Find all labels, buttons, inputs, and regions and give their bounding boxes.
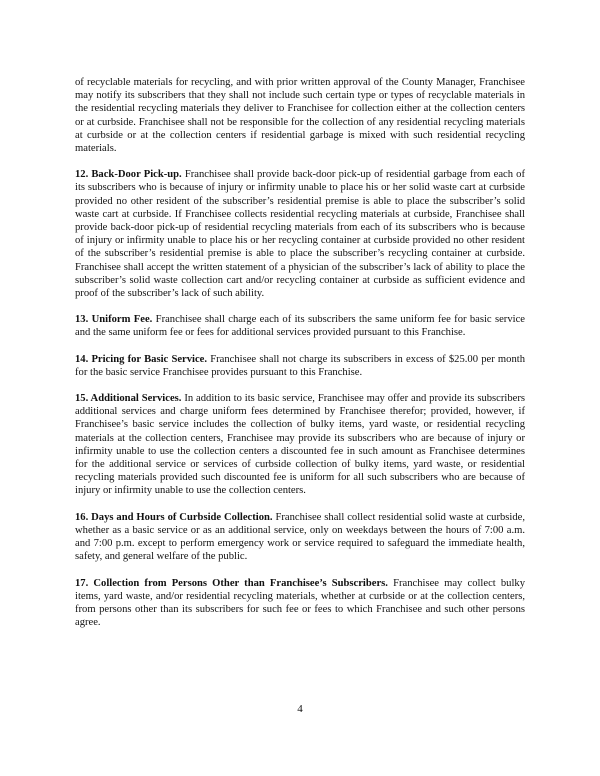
- section-12-back-door-pickup: [75, 168, 525, 300]
- section-heading: 15. Additional Services.: [75, 393, 182, 405]
- section-text: Franchisee shall collect residential solid waste at curbside, whether as a basic service or as an additional service, only on weekdays between the hours of 7:00 a.m. and 7:00 p.m. except to perform emergency work or service required to safeguard the immediate health, safety, and general welfare of the public.: [75, 511, 526, 563]
- section-text: Franchisee shall charge each of its subscribers the same uniform fee for basic service and the same uniform fee or fees for additional services provided pursuant to this Franchise.: [75, 314, 525, 339]
- section-13-uniform-fee: [75, 313, 525, 339]
- section-14-pricing: [75, 353, 525, 379]
- section-heading: 13. Uniform Fee.: [75, 314, 153, 326]
- paragraph-continued: [75, 76, 525, 155]
- section-heading: 14. Pricing for Basic Service.: [75, 353, 208, 365]
- paragraph-text: of recyclable materials for recycling, and with prior written approval of the County Manager, Franchisee may notify its subscribers that they shall not include such certain type or types of recyclable materials in the residential recycling materials they deliver to Franchisee for collection either at the collection centers or at curbside. Franchisee shall not be responsible for the collection of any residential recycling materials at curbside or at the collection centers if residential garbage is mixed with such residential recycling materials.: [75, 77, 525, 155]
- section-text: Franchisee shall not charge its subscribers in excess of $25.00 per month for the basic service Franchisee provides pursuant to this Franchise.: [75, 353, 526, 378]
- section-17-collection-others: [75, 577, 525, 630]
- section-heading: 16. Days and Hours of Curbside Collection.: [75, 511, 273, 523]
- section-15-additional-services: [75, 392, 525, 498]
- section-heading: 17. Collection from Persons Other than Franchisee’s Subscribers.: [75, 577, 388, 589]
- section-heading: 12. Back-Door Pick-up.: [75, 169, 182, 181]
- document-body: [75, 76, 525, 642]
- section-text: Franchisee may collect bulky items, yard waste, and/or residential recycling materials, whether at curbside or at the collection centers, from persons other than its subscribers for such fee or fees to which Franchisee and such other persons agree.: [75, 577, 525, 629]
- section-text: In addition to its basic service, Franchisee may offer and provide its subscribers additional services and charge uniform fees determined by Franchisee therefor; provided, however, if Franchisee’s basic service includes the collection of bulky items, yard waste, or residential recycling materials at the collection centers, Franchisee may provide its subscribers who are because of injury or infirmity unable to use the collection centers a discounted fee in such amount as Franchisee determines for the additional service or services of curbside collection of bulky items, yard waste, or residential recycling materials provided such discounted fee is uniform for all such subscribers who are because of injury or infirmity unable to use the collection centers.: [75, 393, 525, 497]
- section-16-days-hours: [75, 511, 525, 564]
- page-number: 4: [297, 703, 303, 715]
- section-text: Franchisee shall provide back-door pick-up of residential garbage from each of its subscribers who is because of injury or infirmity unable to place his or her solid waste cart at curbside provided no other resident of the subscriber’s residential premise is able to place the subscriber’s solid waste cart at curbside. If Franchisee collects residential recycling materials at curbside, Franchisee shall provide back-door pick-up of residential recycling materials from each of its subscribers who is because of injury or infirmity unable to place his or her recycling container at curbside provided no other resident of the subscriber’s residential premise is able to place the subscriber’s recycling container at curbside. Franchisee shall accept the written statement of a physician of the subscriber’s lack of ability to place the subscriber’s solid waste collection cart and/or recycling container at curbside as sufficient evidence and proof of the subscriber’s lack of such ability.: [75, 169, 526, 300]
